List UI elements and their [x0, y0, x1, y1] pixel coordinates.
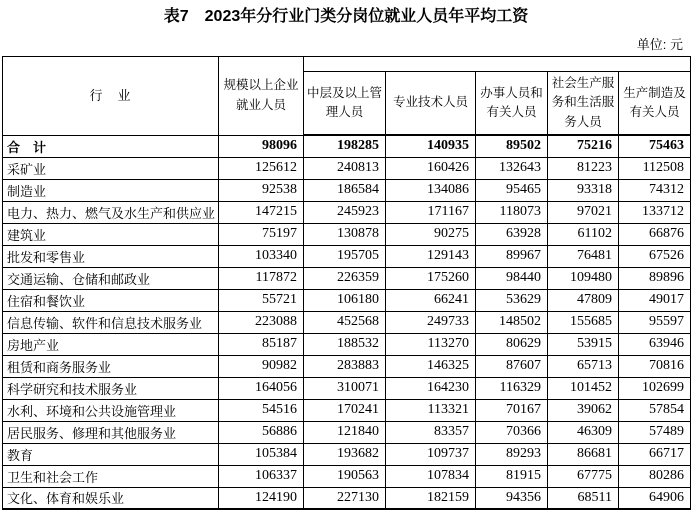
value-managers: 121840: [304, 421, 386, 443]
value-clerical: 89967: [476, 245, 548, 267]
value-managers: 130878: [304, 223, 386, 245]
industry-label: 建筑业: [3, 223, 219, 245]
header-spanner-row: [3, 57, 691, 72]
wage-table: [2, 56, 691, 510]
table-row: [3, 443, 691, 465]
value-managers: 283883: [304, 355, 386, 377]
table-row: [3, 267, 691, 289]
value-service: 47809: [548, 289, 619, 311]
value-employees: 147215: [219, 201, 304, 223]
table-row: [3, 223, 691, 245]
table-row: [3, 465, 691, 487]
value-service: 109480: [548, 267, 619, 289]
value-clerical: 87607: [476, 355, 548, 377]
value-employees: 98096: [219, 135, 304, 157]
value-production: 102699: [619, 377, 691, 399]
value-production: 80286: [619, 465, 691, 487]
industry-label: 批发和零售业: [3, 245, 219, 267]
value-technical: 175260: [386, 267, 476, 289]
value-managers: 106180: [304, 289, 386, 311]
value-service: 65713: [548, 355, 619, 377]
value-managers: 310071: [304, 377, 386, 399]
value-technical: 113321: [386, 399, 476, 421]
value-clerical: 132643: [476, 157, 548, 179]
header-col-service: 社会生产服务和生活服务人员: [548, 72, 619, 136]
value-employees: 124190: [219, 487, 304, 509]
value-employees: 103340: [219, 245, 304, 267]
header-col-employees: 规模以上企业就业人员: [219, 57, 304, 136]
value-production: 75463: [619, 135, 691, 157]
value-technical: 182159: [386, 487, 476, 509]
value-production: 66876: [619, 223, 691, 245]
value-managers: 195705: [304, 245, 386, 267]
value-production: 64906: [619, 487, 691, 509]
industry-label: 电力、热力、燃气及水生产和供应业: [3, 201, 219, 223]
value-employees: 75197: [219, 223, 304, 245]
value-clerical: 70366: [476, 421, 548, 443]
header-col-managers: 中层及以上管理人员: [304, 72, 386, 136]
value-managers: 193682: [304, 443, 386, 465]
industry-label: 水利、环境和公共设施管理业: [3, 399, 219, 421]
value-production: 67526: [619, 245, 691, 267]
value-employees: 55721: [219, 289, 304, 311]
table-row: [3, 311, 691, 333]
value-employees: 54516: [219, 399, 304, 421]
value-clerical: 63928: [476, 223, 548, 245]
industry-label: 信息传输、软件和信息技术服务业: [3, 311, 219, 333]
table-header: [3, 57, 691, 136]
value-managers: 226359: [304, 267, 386, 289]
industry-label: 交通运输、仓储和邮政业: [3, 267, 219, 289]
industry-label: 科学研究和技术服务业: [3, 377, 219, 399]
industry-label: 合 计: [3, 135, 219, 157]
value-managers: 188532: [304, 333, 386, 355]
value-service: 155685: [548, 311, 619, 333]
value-technical: 146325: [386, 355, 476, 377]
industry-label: 房地产业: [3, 333, 219, 355]
value-clerical: 81915: [476, 465, 548, 487]
value-technical: 107834: [386, 465, 476, 487]
value-clerical: 89293: [476, 443, 548, 465]
value-service: 97021: [548, 201, 619, 223]
table-row: [3, 245, 691, 267]
value-technical: 66241: [386, 289, 476, 311]
industry-label: 居民服务、修理和其他服务业: [3, 421, 219, 443]
value-technical: 134086: [386, 179, 476, 201]
value-employees: 223088: [219, 311, 304, 333]
value-service: 67775: [548, 465, 619, 487]
value-service: 75216: [548, 135, 619, 157]
value-production: 112508: [619, 157, 691, 179]
value-managers: 240813: [304, 157, 386, 179]
value-service: 39062: [548, 399, 619, 421]
table-row: [3, 157, 691, 179]
industry-label: 租赁和商务服务业: [3, 355, 219, 377]
value-clerical: 95465: [476, 179, 548, 201]
value-technical: 113270: [386, 333, 476, 355]
header-spacer: [304, 57, 691, 72]
table-row: [3, 333, 691, 355]
value-managers: 245923: [304, 201, 386, 223]
value-technical: 160426: [386, 157, 476, 179]
table-row: [3, 355, 691, 377]
value-employees: 92538: [219, 179, 304, 201]
table-row: [3, 201, 691, 223]
value-employees: 105384: [219, 443, 304, 465]
table-row: [3, 399, 691, 421]
value-clerical: 89502: [476, 135, 548, 157]
value-technical: 164230: [386, 377, 476, 399]
value-clerical: 148502: [476, 311, 548, 333]
value-clerical: 116329: [476, 377, 548, 399]
value-clerical: 70167: [476, 399, 548, 421]
table-body: [3, 135, 691, 509]
value-employees: 117872: [219, 267, 304, 289]
value-clerical: 94356: [476, 487, 548, 509]
value-service: 93318: [548, 179, 619, 201]
value-employees: 85187: [219, 333, 304, 355]
value-production: 57854: [619, 399, 691, 421]
value-service: 68511: [548, 487, 619, 509]
value-managers: 190563: [304, 465, 386, 487]
page-title: 表7 2023年分行业门类分岗位就业人员年平均工资: [163, 8, 529, 25]
value-production: 57489: [619, 421, 691, 443]
value-production: 95597: [619, 311, 691, 333]
value-managers: 170241: [304, 399, 386, 421]
value-production: 63946: [619, 333, 691, 355]
value-technical: 90275: [386, 223, 476, 245]
value-employees: 56886: [219, 421, 304, 443]
value-service: 46309: [548, 421, 619, 443]
value-service: 76481: [548, 245, 619, 267]
value-production: 89896: [619, 267, 691, 289]
value-service: 81223: [548, 157, 619, 179]
header-col-production: 生产制造及有关人员: [619, 72, 691, 136]
value-employees: 164056: [219, 377, 304, 399]
table-row: [3, 135, 691, 157]
value-managers: 198285: [304, 135, 386, 157]
value-managers: 452568: [304, 311, 386, 333]
value-service: 53915: [548, 333, 619, 355]
unit-label: 单位: 元: [636, 37, 683, 52]
table-row: [3, 179, 691, 201]
value-clerical: 80629: [476, 333, 548, 355]
value-technical: 109737: [386, 443, 476, 465]
value-service: 101452: [548, 377, 619, 399]
value-production: 133712: [619, 201, 691, 223]
value-clerical: 118073: [476, 201, 548, 223]
table-row: [3, 487, 691, 509]
value-production: 70816: [619, 355, 691, 377]
value-managers: 186584: [304, 179, 386, 201]
value-technical: 171167: [386, 201, 476, 223]
value-service: 86681: [548, 443, 619, 465]
industry-label: 文化、体育和娱乐业: [3, 487, 219, 509]
table-row: [3, 289, 691, 311]
value-technical: 249733: [386, 311, 476, 333]
header-col-clerical: 办事人员和有关人员: [476, 72, 548, 136]
value-service: 61102: [548, 223, 619, 245]
table-row: [3, 421, 691, 443]
industry-label: 教育: [3, 443, 219, 465]
value-employees: 125612: [219, 157, 304, 179]
value-technical: 140935: [386, 135, 476, 157]
header-col-technical: 专业技术人员: [386, 72, 476, 136]
value-production: 74312: [619, 179, 691, 201]
table-row: [3, 377, 691, 399]
value-technical: 129143: [386, 245, 476, 267]
value-production: 49017: [619, 289, 691, 311]
industry-label: 卫生和社会工作: [3, 465, 219, 487]
value-employees: 106337: [219, 465, 304, 487]
value-technical: 83357: [386, 421, 476, 443]
industry-label: 制造业: [3, 179, 219, 201]
value-clerical: 53629: [476, 289, 548, 311]
header-industry: 行 业: [3, 57, 219, 136]
value-production: 66717: [619, 443, 691, 465]
value-clerical: 98440: [476, 267, 548, 289]
industry-label: 采矿业: [3, 157, 219, 179]
value-managers: 227130: [304, 487, 386, 509]
industry-label: 住宿和餐饮业: [3, 289, 219, 311]
value-employees: 90982: [219, 355, 304, 377]
